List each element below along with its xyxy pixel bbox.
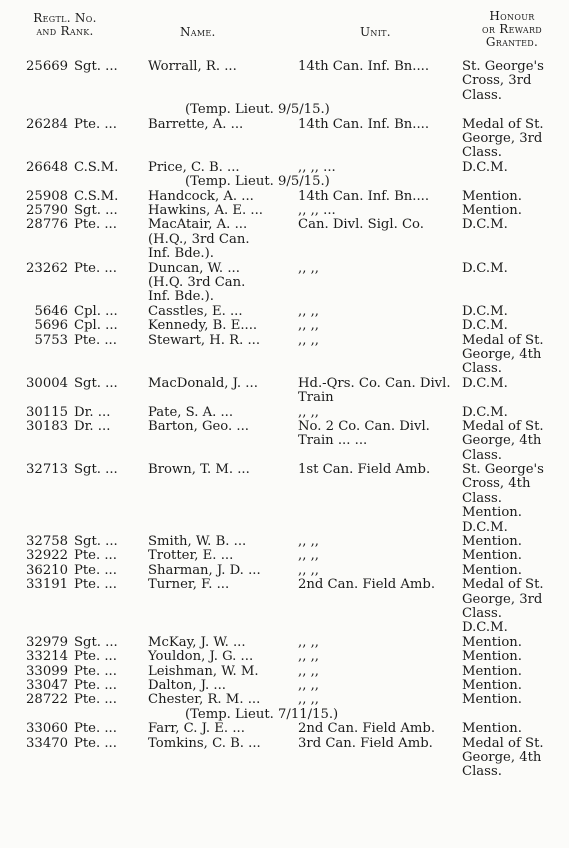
regt-number: 5646 — [34, 303, 68, 319]
rank: Sgt. ... — [74, 375, 118, 391]
unit-cell-line: ,, ,, — [298, 404, 319, 420]
honour-cell-line: D.C.M. — [462, 318, 508, 334]
honour-cell — [462, 737, 566, 780]
unit-cell — [298, 218, 458, 232]
honour-cell — [462, 636, 566, 650]
honour-cell-line: Class. — [462, 87, 502, 103]
name-cell-line: (H.Q., 3rd Can. — [148, 231, 250, 247]
honour-cell — [462, 535, 566, 549]
regt-number: 25669 — [26, 59, 68, 74]
unit-cell — [298, 650, 458, 664]
header-unit: Unit. — [360, 25, 391, 39]
honour-cell — [462, 262, 566, 276]
name-cell-line: Handcock, A. ... — [148, 188, 254, 204]
table-row — [0, 650, 569, 664]
regt-number: 32979 — [26, 634, 68, 650]
honour-cell-line: Medal of St. — [462, 116, 544, 132]
table-row — [0, 334, 569, 377]
rank: Sgt. ... — [74, 59, 118, 74]
name-cell-line: Leishman, W. M. — [148, 663, 259, 679]
name-cell-line: Pate, S. A. ... — [148, 404, 234, 420]
unit-cell-line: 2nd Can. Field Amb. — [298, 721, 436, 737]
honour-cell-line: Mention. — [462, 202, 522, 218]
name-cell — [148, 693, 296, 707]
regt-number: 23262 — [26, 260, 68, 276]
rank: Pte. ... — [74, 116, 117, 132]
unit-cell — [298, 161, 458, 175]
name-cell-line: Sharman, J. D. ... — [148, 562, 261, 578]
name-cell — [148, 204, 296, 218]
header-name: Name. — [180, 25, 216, 39]
unit-cell-line: ,, ,, — [298, 663, 319, 679]
unit-cell-line: Train — [298, 390, 334, 406]
name-cell-line: Inf. Bde.). — [148, 289, 214, 305]
regt-number: 28722 — [26, 692, 68, 708]
table-row — [0, 722, 569, 736]
unit-cell-line: No. 2 Co. Can. Divl. — [298, 418, 430, 434]
regt-number: 32758 — [26, 534, 68, 550]
honour-cell — [462, 665, 566, 679]
name-cell — [148, 679, 296, 693]
table-row — [0, 377, 569, 406]
table-row — [0, 665, 569, 679]
regt-number: 30183 — [26, 418, 68, 434]
honour-cell-line: D.C.M. — [462, 260, 508, 276]
honour-cell-line: St. George's — [462, 59, 544, 74]
name-cell-line: (H.Q. 3rd Can. — [148, 274, 246, 290]
rank: Cpl. ... — [74, 318, 118, 334]
honour-cell — [462, 204, 566, 218]
unit-cell — [298, 319, 458, 333]
honour-cell-line: Mention. — [462, 649, 522, 665]
table-row — [0, 161, 569, 190]
rank: Pte. ... — [74, 692, 117, 708]
honour-cell-line: Mention. — [462, 692, 522, 708]
name-cell-line: Barrette, A. ... — [148, 116, 244, 132]
table-row — [0, 60, 569, 118]
table-row — [0, 693, 569, 722]
unit-cell — [298, 406, 458, 420]
unit-cell-line: 1st Can. Field Amb. — [298, 462, 431, 478]
regt-number: 33099 — [26, 663, 68, 679]
unit-cell-line: ,, ,, ... — [298, 202, 336, 218]
table-row — [0, 564, 569, 578]
unit-cell-line: ,, ,, — [298, 303, 319, 319]
table-row — [0, 420, 569, 463]
unit-cell-line: ,, ,, — [298, 332, 319, 348]
name-cell-line: Kennedy, B. E.... — [148, 318, 258, 334]
name-cell-line: Duncan, W. ... — [148, 260, 240, 276]
name-cell-line: MacDonald, J. ... — [148, 375, 258, 391]
unit-cell-line: ,, ,, — [298, 548, 319, 564]
table-row — [0, 578, 569, 636]
table-row — [0, 535, 569, 549]
honour-cell — [462, 650, 566, 664]
unit-cell-line: ,, ,, — [298, 534, 319, 550]
honour-cell — [462, 578, 566, 636]
name-cell — [148, 650, 296, 664]
rank: Pte. ... — [74, 678, 117, 694]
name-cell-line: Tomkins, C. B. ... — [148, 735, 261, 751]
unit-cell — [298, 722, 458, 736]
honour-cell — [462, 679, 566, 693]
honour-cell-line: Mention. — [462, 548, 522, 564]
unit-cell — [298, 549, 458, 563]
table-row — [0, 204, 569, 218]
rank: Pte. ... — [74, 562, 117, 578]
name-cell-line: Price, C. B. ... — [148, 159, 240, 175]
regt-number: 26648 — [26, 159, 68, 175]
unit-cell-line: 14th Can. Inf. Bn.... — [298, 188, 430, 204]
regt-number: 33060 — [26, 721, 68, 737]
honour-cell-line: Class. — [462, 764, 502, 780]
honour-cell — [462, 463, 566, 535]
unit-cell-line: ,, ,, — [298, 678, 319, 694]
unit-cell-line: ,, ,, — [298, 260, 319, 276]
honour-cell-line: George, 4th — [462, 346, 542, 362]
honour-cell-line: Mention. — [462, 188, 522, 204]
unit-cell-line: ,, ,, — [298, 634, 319, 650]
honour-cell-line: George, 3rd — [462, 131, 543, 146]
honour-cell-line: D.C.M. — [462, 375, 508, 391]
honour-cell — [462, 305, 566, 319]
name-cell — [148, 737, 296, 751]
honour-cell-line: George, 3rd — [462, 591, 543, 607]
unit-cell — [298, 60, 458, 74]
honour-cell — [462, 319, 566, 333]
honour-cell-line: Class. — [462, 447, 502, 463]
name-cell-line: McKay, J. W. ... — [148, 634, 246, 650]
rank: Pte. ... — [74, 548, 117, 564]
name-cell-line: Dalton, J. ... — [148, 678, 226, 694]
unit-cell — [298, 305, 458, 319]
honour-cell-line: Medal of St. — [462, 735, 544, 751]
table-row — [0, 463, 569, 535]
honour-cell-line: D.C.M. — [462, 519, 508, 535]
honour-cell-line: Mention. — [462, 721, 522, 737]
regt-number: 5696 — [34, 318, 68, 334]
table-row — [0, 636, 569, 650]
honour-cell-line: Medal of St. — [462, 332, 544, 348]
table-row — [0, 218, 569, 261]
unit-cell — [298, 377, 458, 406]
table-row — [0, 737, 569, 780]
name-cell-line: Stewart, H. R. ... — [148, 332, 261, 348]
name-cell — [148, 420, 296, 434]
unit-cell — [298, 118, 458, 132]
rank: Pte. ... — [74, 649, 117, 665]
honour-cell-line: D.C.M. — [462, 159, 508, 175]
name-cell — [148, 564, 296, 578]
header-regt-no-rank: Regtl. No. and Rank. — [33, 11, 97, 38]
honours-table-body — [0, 60, 569, 780]
regt-number: 28776 — [26, 217, 68, 233]
rank: Cpl. ... — [74, 303, 118, 319]
unit-cell — [298, 665, 458, 679]
honour-cell-line: Mention. — [462, 663, 522, 679]
table-row — [0, 305, 569, 319]
unit-cell-line: ,, ,, — [298, 692, 319, 708]
honour-cell — [462, 161, 566, 175]
unit-cell-line: ,, ,, — [298, 562, 319, 578]
unit-cell — [298, 737, 458, 751]
honour-cell-line: George, 4th — [462, 433, 542, 449]
name-cell — [148, 218, 296, 261]
unit-cell-line: 3rd Can. Field Amb. — [298, 735, 433, 751]
honour-cell-line: Medal of St. — [462, 577, 544, 593]
unit-cell — [298, 334, 458, 348]
rank: Sgt. ... — [74, 462, 118, 478]
name-cell-line: Youldon, J. G. ... — [148, 649, 254, 665]
honour-cell-line: Class. — [462, 490, 502, 506]
name-cell-line: Brown, T. M. ... — [148, 462, 250, 478]
regt-number: 26284 — [26, 116, 68, 132]
name-cell — [148, 190, 296, 204]
temp-rank-note: (Temp. Lieut. 9/5/15.) — [185, 102, 330, 118]
rank: Dr. ... — [74, 404, 111, 420]
regt-number: 32922 — [26, 548, 68, 564]
rank: C.S.M. — [74, 159, 119, 175]
table-header — [0, 8, 569, 52]
honour-cell-line: Mention. — [462, 562, 522, 578]
honour-cell-line: Cross, 3rd — [462, 73, 532, 89]
rank: Pte. ... — [74, 721, 117, 737]
regt-number: 30115 — [26, 404, 68, 420]
rank: Pte. ... — [74, 260, 117, 276]
table-row — [0, 319, 569, 333]
name-cell-line: Smith, W. B. ... — [148, 534, 247, 550]
regt-number: 33191 — [26, 577, 68, 593]
name-cell — [148, 406, 296, 420]
unit-cell — [298, 204, 458, 218]
honour-cell — [462, 60, 566, 103]
name-cell — [148, 722, 296, 736]
unit-cell — [298, 420, 458, 449]
regt-number: 33047 — [26, 678, 68, 694]
rank: Pte. ... — [74, 217, 117, 233]
unit-cell-line: ,, ,, — [298, 649, 319, 665]
honour-cell-line: Mention. — [462, 534, 522, 550]
honour-cell-line: D.C.M. — [462, 217, 508, 233]
name-cell — [148, 60, 296, 74]
name-cell — [148, 636, 296, 650]
unit-cell — [298, 535, 458, 549]
name-cell — [148, 262, 296, 305]
name-cell — [148, 377, 296, 391]
name-cell-line: Chester, R. M. ... — [148, 692, 261, 708]
header-honour: Honour or Reward Granted. — [481, 9, 542, 49]
unit-cell — [298, 463, 458, 477]
unit-cell-line: ,, ,, ... — [298, 159, 336, 175]
unit-cell — [298, 679, 458, 693]
honour-cell-line: Class. — [462, 145, 502, 161]
name-cell — [148, 665, 296, 679]
honour-cell-line: Mention. — [462, 505, 522, 521]
honour-cell-line: Class. — [462, 361, 502, 377]
name-cell — [148, 305, 296, 319]
rank: Pte. ... — [74, 663, 117, 679]
honour-cell — [462, 190, 566, 204]
honour-cell-line: Mention. — [462, 634, 522, 650]
unit-cell — [298, 564, 458, 578]
name-cell — [148, 535, 296, 549]
name-cell — [148, 319, 296, 333]
honour-cell-line: St. George's — [462, 462, 544, 478]
name-cell — [148, 549, 296, 563]
name-cell — [148, 463, 296, 477]
honour-cell — [462, 218, 566, 232]
name-cell-line: Turner, F. ... — [148, 577, 230, 593]
table-row — [0, 118, 569, 161]
honour-cell-line: Medal of St. — [462, 418, 544, 434]
table-row — [0, 679, 569, 693]
honour-cell-line: D.C.M. — [462, 404, 508, 420]
name-cell — [148, 118, 296, 132]
name-cell-line: Hawkins, A. E. ... — [148, 202, 263, 218]
rank: Dr. ... — [74, 418, 111, 434]
rank: Pte. ... — [74, 332, 117, 348]
unit-cell — [298, 578, 458, 592]
rank: Sgt. ... — [74, 534, 118, 550]
honour-cell — [462, 549, 566, 563]
honour-cell — [462, 564, 566, 578]
regt-number: 33214 — [26, 649, 68, 665]
honour-cell — [462, 420, 566, 463]
regt-number: 33470 — [26, 735, 68, 751]
name-cell — [148, 161, 296, 175]
honour-cell — [462, 406, 566, 420]
honour-cell-line: Class. — [462, 606, 502, 622]
unit-cell-line: 14th Can. Inf. Bn.... — [298, 59, 430, 74]
honour-cell — [462, 334, 566, 377]
unit-cell-line: 14th Can. Inf. Bn.... — [298, 116, 430, 132]
honour-cell-line: Mention. — [462, 678, 522, 694]
regt-number: 5753 — [34, 332, 68, 348]
name-cell-line: Casstles, E. ... — [148, 303, 243, 319]
rank: Pte. ... — [74, 735, 117, 751]
regt-number: 30004 — [26, 375, 68, 391]
temp-rank-note: (Temp. Lieut. 9/5/15.) — [185, 174, 330, 190]
unit-cell — [298, 636, 458, 650]
name-cell-line: Trotter, E. ... — [148, 548, 234, 564]
name-cell-line: MacAtair, A. ... — [148, 217, 248, 233]
unit-cell-line: Can. Divl. Sigl. Co. — [298, 217, 424, 233]
table-row — [0, 406, 569, 420]
rank: Pte. ... — [74, 577, 117, 593]
table-row — [0, 262, 569, 305]
unit-cell-line: 2nd Can. Field Amb. — [298, 577, 436, 593]
honour-cell-line: D.C.M. — [462, 303, 508, 319]
name-cell — [148, 578, 296, 592]
honour-cell-line: George, 4th — [462, 750, 542, 765]
honour-cell-line: D.C.M. — [462, 620, 508, 636]
regt-number: 36210 — [26, 562, 68, 578]
table-row — [0, 549, 569, 563]
honour-cell — [462, 377, 566, 391]
unit-cell — [298, 190, 458, 204]
regt-number: 25790 — [26, 202, 68, 218]
unit-cell — [298, 262, 458, 276]
temp-rank-note: (Temp. Lieut. 7/11/15.) — [185, 706, 339, 722]
regt-number: 32713 — [26, 462, 68, 478]
rank: C.S.M. — [74, 188, 119, 204]
honour-cell — [462, 693, 566, 707]
unit-cell — [298, 693, 458, 707]
regt-number: 25908 — [26, 188, 68, 204]
name-cell-line: Inf. Bde.). — [148, 246, 214, 262]
rank: Sgt. ... — [74, 202, 118, 218]
rank: Sgt. ... — [74, 634, 118, 650]
name-cell-line: Worrall, R. ... — [148, 59, 237, 74]
honour-cell — [462, 118, 566, 161]
name-cell-line: Farr, C. J. E. ... — [148, 721, 245, 737]
honour-cell-line: Cross, 4th — [462, 476, 531, 492]
unit-cell-line: ,, ,, — [298, 318, 319, 334]
honour-cell — [462, 722, 566, 736]
unit-cell-line: Train ... ... — [298, 433, 368, 449]
name-cell-line: Barton, Geo. ... — [148, 418, 249, 434]
unit-cell-line: Hd.-Qrs. Co. Can. Divl. — [298, 375, 451, 391]
name-cell — [148, 334, 296, 348]
table-row — [0, 190, 569, 204]
